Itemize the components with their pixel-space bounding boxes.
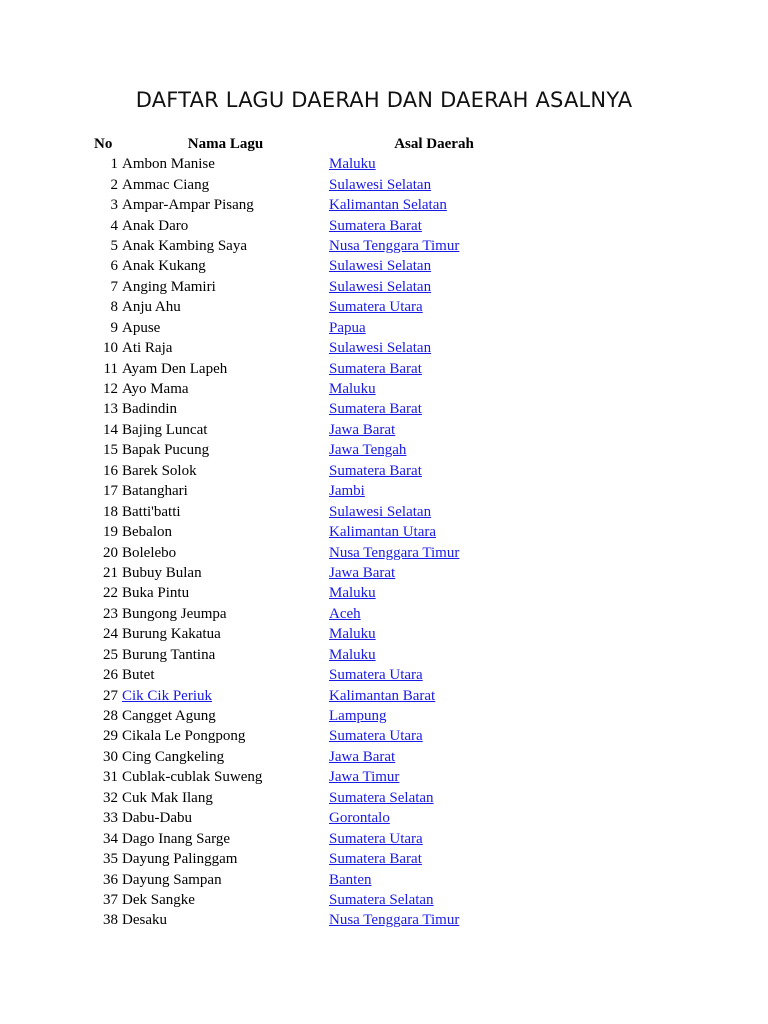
region-cell <box>329 501 539 521</box>
table-row <box>92 461 539 481</box>
region-link[interactable]: Maluku <box>329 156 376 173</box>
region-link[interactable]: Maluku <box>329 585 376 602</box>
region-cell <box>329 440 539 460</box>
region-link[interactable]: Lampung <box>329 708 387 725</box>
row-number: 5 <box>110 237 118 254</box>
song-name-link[interactable]: Cik Cik Periuk <box>122 687 213 704</box>
region-link[interactable]: Maluku <box>329 626 376 643</box>
song-name: Dayung Palinggam <box>122 851 238 868</box>
page-title: DAFTAR LAGU DAERAH DAN DAERAH ASALNYA <box>135 88 633 112</box>
table-row <box>92 706 539 726</box>
region-cell <box>329 461 539 481</box>
region-cell <box>329 215 539 235</box>
song-table <box>92 134 539 931</box>
table-row <box>92 501 539 521</box>
table-row <box>92 277 539 297</box>
table-row <box>92 849 539 869</box>
region-cell <box>329 828 539 848</box>
table-row <box>92 542 539 562</box>
table-row <box>92 726 539 746</box>
region-link[interactable]: Jawa Tengah <box>329 442 407 459</box>
row-number: 9 <box>110 319 118 336</box>
row-number: 2 <box>110 176 118 193</box>
row-number: 16 <box>103 462 118 479</box>
region-link[interactable]: Gorontalo <box>329 810 390 827</box>
table-row <box>92 154 539 174</box>
row-number: 38 <box>103 912 118 929</box>
region-cell <box>329 358 539 378</box>
region-cell <box>329 767 539 787</box>
song-name: Butet <box>122 667 155 684</box>
song-name: Bapak Pucung <box>122 442 210 459</box>
row-number: 25 <box>103 646 118 663</box>
song-name: Dago Inang Sarge <box>122 830 231 847</box>
song-name: Ayo Mama <box>122 381 189 398</box>
region-link[interactable]: Sulawesi Selatan <box>329 340 432 357</box>
region-cell <box>329 379 539 399</box>
region-cell <box>329 747 539 767</box>
region-link[interactable]: Jawa Barat <box>329 564 396 581</box>
song-name: Ati Raja <box>122 340 173 357</box>
row-number: 7 <box>110 278 118 295</box>
table-row <box>92 236 539 256</box>
row-number: 13 <box>103 401 118 418</box>
region-link[interactable]: Jambi <box>329 483 365 500</box>
row-number: 35 <box>103 851 118 868</box>
region-cell <box>329 665 539 685</box>
song-name: Cangget Agung <box>122 708 216 725</box>
table-row <box>92 665 539 685</box>
song-name-cell <box>120 685 329 705</box>
region-link[interactable]: Sumatera Barat <box>329 401 422 418</box>
region-link[interactable]: Kalimantan Utara <box>329 524 437 541</box>
row-number: 8 <box>110 299 118 316</box>
region-link[interactable]: Sumatera Utara <box>329 299 423 316</box>
row-number: 22 <box>103 585 118 602</box>
region-link[interactable]: Kalimantan Selatan <box>329 197 447 214</box>
region-link[interactable]: Sumatera Utara <box>329 667 423 684</box>
header-song-name: Nama Lagu <box>187 136 264 152</box>
song-name: Buka Pintu <box>122 585 190 602</box>
row-number: 37 <box>103 891 118 908</box>
row-number: 31 <box>103 769 118 786</box>
region-cell <box>329 481 539 501</box>
row-number: 17 <box>103 483 118 500</box>
region-cell <box>329 563 539 583</box>
region-cell <box>329 154 539 174</box>
region-cell <box>329 849 539 869</box>
region-cell <box>329 338 539 358</box>
region-cell <box>329 604 539 624</box>
row-number: 24 <box>103 626 118 643</box>
region-link[interactable]: Sumatera Utara <box>329 830 423 847</box>
region-cell <box>329 522 539 542</box>
song-name: Burung Tantina <box>122 646 216 663</box>
header-region: Asal Daerah <box>394 136 474 152</box>
row-number: 26 <box>103 667 118 684</box>
table-row <box>92 604 539 624</box>
table-row <box>92 828 539 848</box>
region-cell <box>329 174 539 194</box>
song-name: Cing Cangkeling <box>122 748 225 765</box>
table-row <box>92 583 539 603</box>
song-name: Burung Kakatua <box>122 626 221 643</box>
region-link[interactable]: Sulawesi Selatan <box>329 503 432 520</box>
table-row <box>92 747 539 767</box>
region-cell <box>329 910 539 930</box>
table-row <box>92 358 539 378</box>
row-number: 3 <box>110 197 118 214</box>
song-name: Cublak-cublak Suweng <box>122 769 263 786</box>
table-row <box>92 379 539 399</box>
region-link[interactable]: Jawa Barat <box>329 748 396 765</box>
row-number: 14 <box>103 421 118 438</box>
region-link[interactable]: Sulawesi Selatan <box>329 176 432 193</box>
region-link[interactable]: Jawa Barat <box>329 421 396 438</box>
song-name: Dabu-Dabu <box>122 810 192 827</box>
row-number: 19 <box>103 524 118 541</box>
song-name: Anak Kambing Saya <box>122 237 247 254</box>
table-row <box>92 338 539 358</box>
table-row <box>92 890 539 910</box>
region-cell <box>329 236 539 256</box>
region-cell <box>329 256 539 276</box>
header-no: No <box>94 136 113 152</box>
song-name: Cikala Le Pongpong <box>122 728 246 745</box>
table-row <box>92 645 539 665</box>
song-name: Badindin <box>122 401 177 418</box>
row-number: 36 <box>103 871 118 888</box>
region-link[interactable]: Maluku <box>329 381 376 398</box>
region-link[interactable]: Sumatera Selatan <box>329 891 434 908</box>
row-number: 10 <box>103 340 118 357</box>
row-number: 4 <box>110 217 118 234</box>
region-link[interactable]: Kalimantan Barat <box>329 687 436 704</box>
region-cell <box>329 890 539 910</box>
table-row <box>92 256 539 276</box>
region-cell <box>329 195 539 215</box>
region-link[interactable]: Sumatera Barat <box>329 851 422 868</box>
table-row <box>92 318 539 338</box>
song-name: Anak Kukang <box>122 258 206 275</box>
row-number: 1 <box>110 156 118 173</box>
region-link[interactable]: Banten <box>329 871 372 888</box>
song-name: Bubuy Bulan <box>122 564 202 581</box>
region-link[interactable]: Sumatera Barat <box>329 462 422 479</box>
song-name: Anju Ahu <box>122 299 181 316</box>
table-row <box>92 420 539 440</box>
song-name: Dek Sangke <box>122 891 195 908</box>
song-name: Ammac Ciang <box>122 176 210 193</box>
region-link[interactable]: Sumatera Selatan <box>329 789 434 806</box>
song-name: Batanghari <box>122 483 188 500</box>
song-name: Bungong Jeumpa <box>122 605 227 622</box>
row-number: 30 <box>103 748 118 765</box>
table-row <box>92 869 539 889</box>
row-number: 15 <box>103 442 118 459</box>
row-number: 28 <box>103 708 118 725</box>
song-name: Desaku <box>122 912 167 929</box>
region-link[interactable]: Papua <box>329 319 366 336</box>
region-cell <box>329 583 539 603</box>
table-row <box>92 174 539 194</box>
song-name: Cuk Mak Ilang <box>122 789 213 806</box>
region-link[interactable]: Jawa Timur <box>329 769 400 786</box>
song-name: Ayam Den Lapeh <box>122 360 228 377</box>
region-cell <box>329 869 539 889</box>
region-cell <box>329 726 539 746</box>
table-row <box>92 808 539 828</box>
region-cell <box>329 277 539 297</box>
song-name: Apuse <box>122 319 161 336</box>
row-number: 27 <box>103 687 118 704</box>
region-cell <box>329 685 539 705</box>
song-name: Bolelebo <box>122 544 177 561</box>
row-number: 29 <box>103 728 118 745</box>
region-cell <box>329 420 539 440</box>
region-link[interactable]: Sulawesi Selatan <box>329 258 432 275</box>
table-row <box>92 399 539 419</box>
table-row <box>92 522 539 542</box>
region-link[interactable]: Sumatera Barat <box>329 217 422 234</box>
song-name: Dayung Sampan <box>122 871 222 888</box>
region-cell <box>329 399 539 419</box>
row-number: 32 <box>103 789 118 806</box>
table-row <box>92 440 539 460</box>
region-cell <box>329 318 539 338</box>
row-number: 23 <box>103 605 118 622</box>
region-link[interactable]: Maluku <box>329 646 376 663</box>
region-cell <box>329 542 539 562</box>
song-name: Anak Daro <box>122 217 189 234</box>
row-number: 21 <box>103 564 118 581</box>
region-cell <box>329 645 539 665</box>
table-row <box>92 685 539 705</box>
table-row <box>92 195 539 215</box>
region-link[interactable]: Nusa Tenggara Timur <box>329 237 460 254</box>
region-cell <box>329 297 539 317</box>
region-cell <box>329 706 539 726</box>
region-link[interactable]: Aceh <box>329 605 361 622</box>
row-number: 6 <box>110 258 118 275</box>
table-row <box>92 910 539 930</box>
song-name: Anging Mamiri <box>122 278 216 295</box>
table-row <box>92 624 539 644</box>
row-number: 34 <box>103 830 118 847</box>
song-name: Bebalon <box>122 524 172 541</box>
row-number: 20 <box>103 544 118 561</box>
table-body <box>92 154 539 931</box>
song-name: Ambon Manise <box>122 156 215 173</box>
region-cell <box>329 788 539 808</box>
row-number: 12 <box>103 381 118 398</box>
row-number: 18 <box>103 503 118 520</box>
region-cell <box>329 808 539 828</box>
table-header-row <box>92 134 539 154</box>
table-row <box>92 297 539 317</box>
song-name: Ampar-Ampar Pisang <box>122 197 254 214</box>
table-row <box>92 767 539 787</box>
song-name: Batti'batti <box>122 503 181 520</box>
region-cell <box>329 624 539 644</box>
region-link[interactable]: Nusa Tenggara Timur <box>329 544 460 561</box>
region-link[interactable]: Sumatera Barat <box>329 360 422 377</box>
song-name: Barek Solok <box>122 462 197 479</box>
table-row <box>92 481 539 501</box>
row-number: 11 <box>103 360 118 377</box>
table-row <box>92 563 539 583</box>
song-name: Bajing Luncat <box>122 421 208 438</box>
table-row <box>92 788 539 808</box>
row-number: 33 <box>103 810 118 827</box>
region-link[interactable]: Sulawesi Selatan <box>329 278 432 295</box>
table-row <box>92 215 539 235</box>
region-link[interactable]: Sumatera Utara <box>329 728 423 745</box>
region-link[interactable]: Nusa Tenggara Timur <box>329 912 460 929</box>
